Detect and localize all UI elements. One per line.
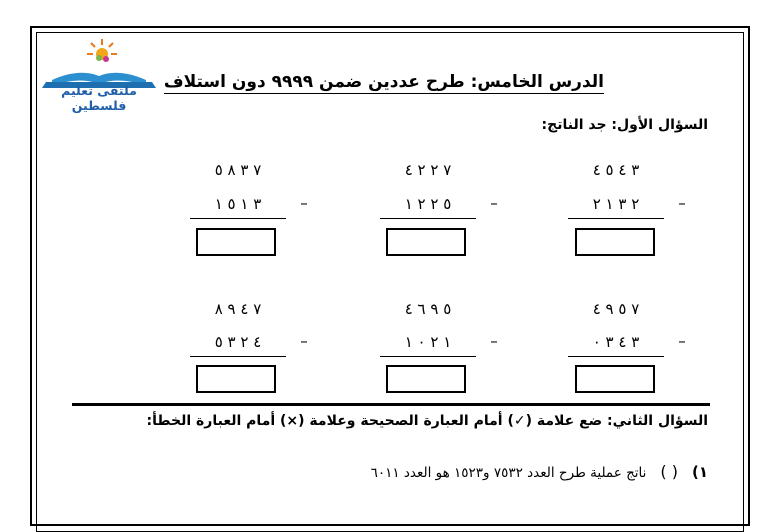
- answer-parentheses[interactable]: ( ): [660, 462, 678, 481]
- answer-box[interactable]: [575, 228, 655, 256]
- answer-box[interactable]: [196, 365, 276, 393]
- lesson-title: الدرس الخامس: طرح عددين ضمن ٩٩٩٩ دون استلاف: [163, 72, 604, 92]
- minus-sign: –: [300, 194, 308, 212]
- result-line: [568, 356, 664, 357]
- minuend: ٥ ٩ ٦ ٤: [404, 300, 452, 318]
- result-line: [190, 356, 286, 357]
- minuend: ٧ ٥ ٩ ٤: [592, 300, 640, 318]
- question1-title: السؤال الأول: جد الناتج:: [541, 117, 708, 133]
- result-line: [568, 218, 664, 219]
- minus-sign: –: [490, 194, 498, 212]
- section-divider: [72, 403, 710, 406]
- minuend: ٣ ٤ ٥ ٤: [592, 161, 640, 179]
- minus-sign: –: [678, 332, 686, 350]
- answer-box[interactable]: [386, 228, 466, 256]
- logo-text: ملتقى تعليم فلسطين: [61, 83, 137, 113]
- result-line: [380, 218, 476, 219]
- subtrahend: ١ ٢ ٠ ١: [404, 333, 452, 351]
- subtrahend: ٥ ٢ ٢ ١: [404, 195, 452, 213]
- minuend: ٧ ٤ ٩ ٨: [214, 300, 262, 318]
- subtrahend: ٢ ٣ ١ ٢: [592, 195, 640, 213]
- statement-1: [371, 462, 708, 481]
- minuend: ٧ ٢ ٢ ٤: [404, 161, 452, 179]
- subtrahend: ٣ ١ ٥ ١: [214, 195, 262, 213]
- answer-box[interactable]: [196, 228, 276, 256]
- subtrahend: ٤ ٢ ٣ ٥: [214, 333, 262, 351]
- minus-sign: –: [300, 332, 308, 350]
- subtrahend: ٣ ٤ ٣ ٠: [592, 333, 640, 351]
- statement-index: ١): [691, 463, 708, 481]
- result-line: [380, 356, 476, 357]
- question2-title: السؤال الثاني: ضع علامة (✓) أمام العبارة الصحيحة وعلامة (×) أمام العبارة الخطأ:: [146, 413, 708, 429]
- result-line: [190, 218, 286, 219]
- answer-box[interactable]: [386, 365, 466, 393]
- statement-text: ناتج عملية طرح العدد ٧٥٣٢ و١٥٢٣ هو العدد ٦٠١١: [370, 465, 647, 481]
- minuend: ٧ ٣ ٨ ٥: [214, 161, 262, 179]
- minus-sign: –: [678, 194, 686, 212]
- answer-box[interactable]: [575, 365, 655, 393]
- minus-sign: –: [490, 332, 498, 350]
